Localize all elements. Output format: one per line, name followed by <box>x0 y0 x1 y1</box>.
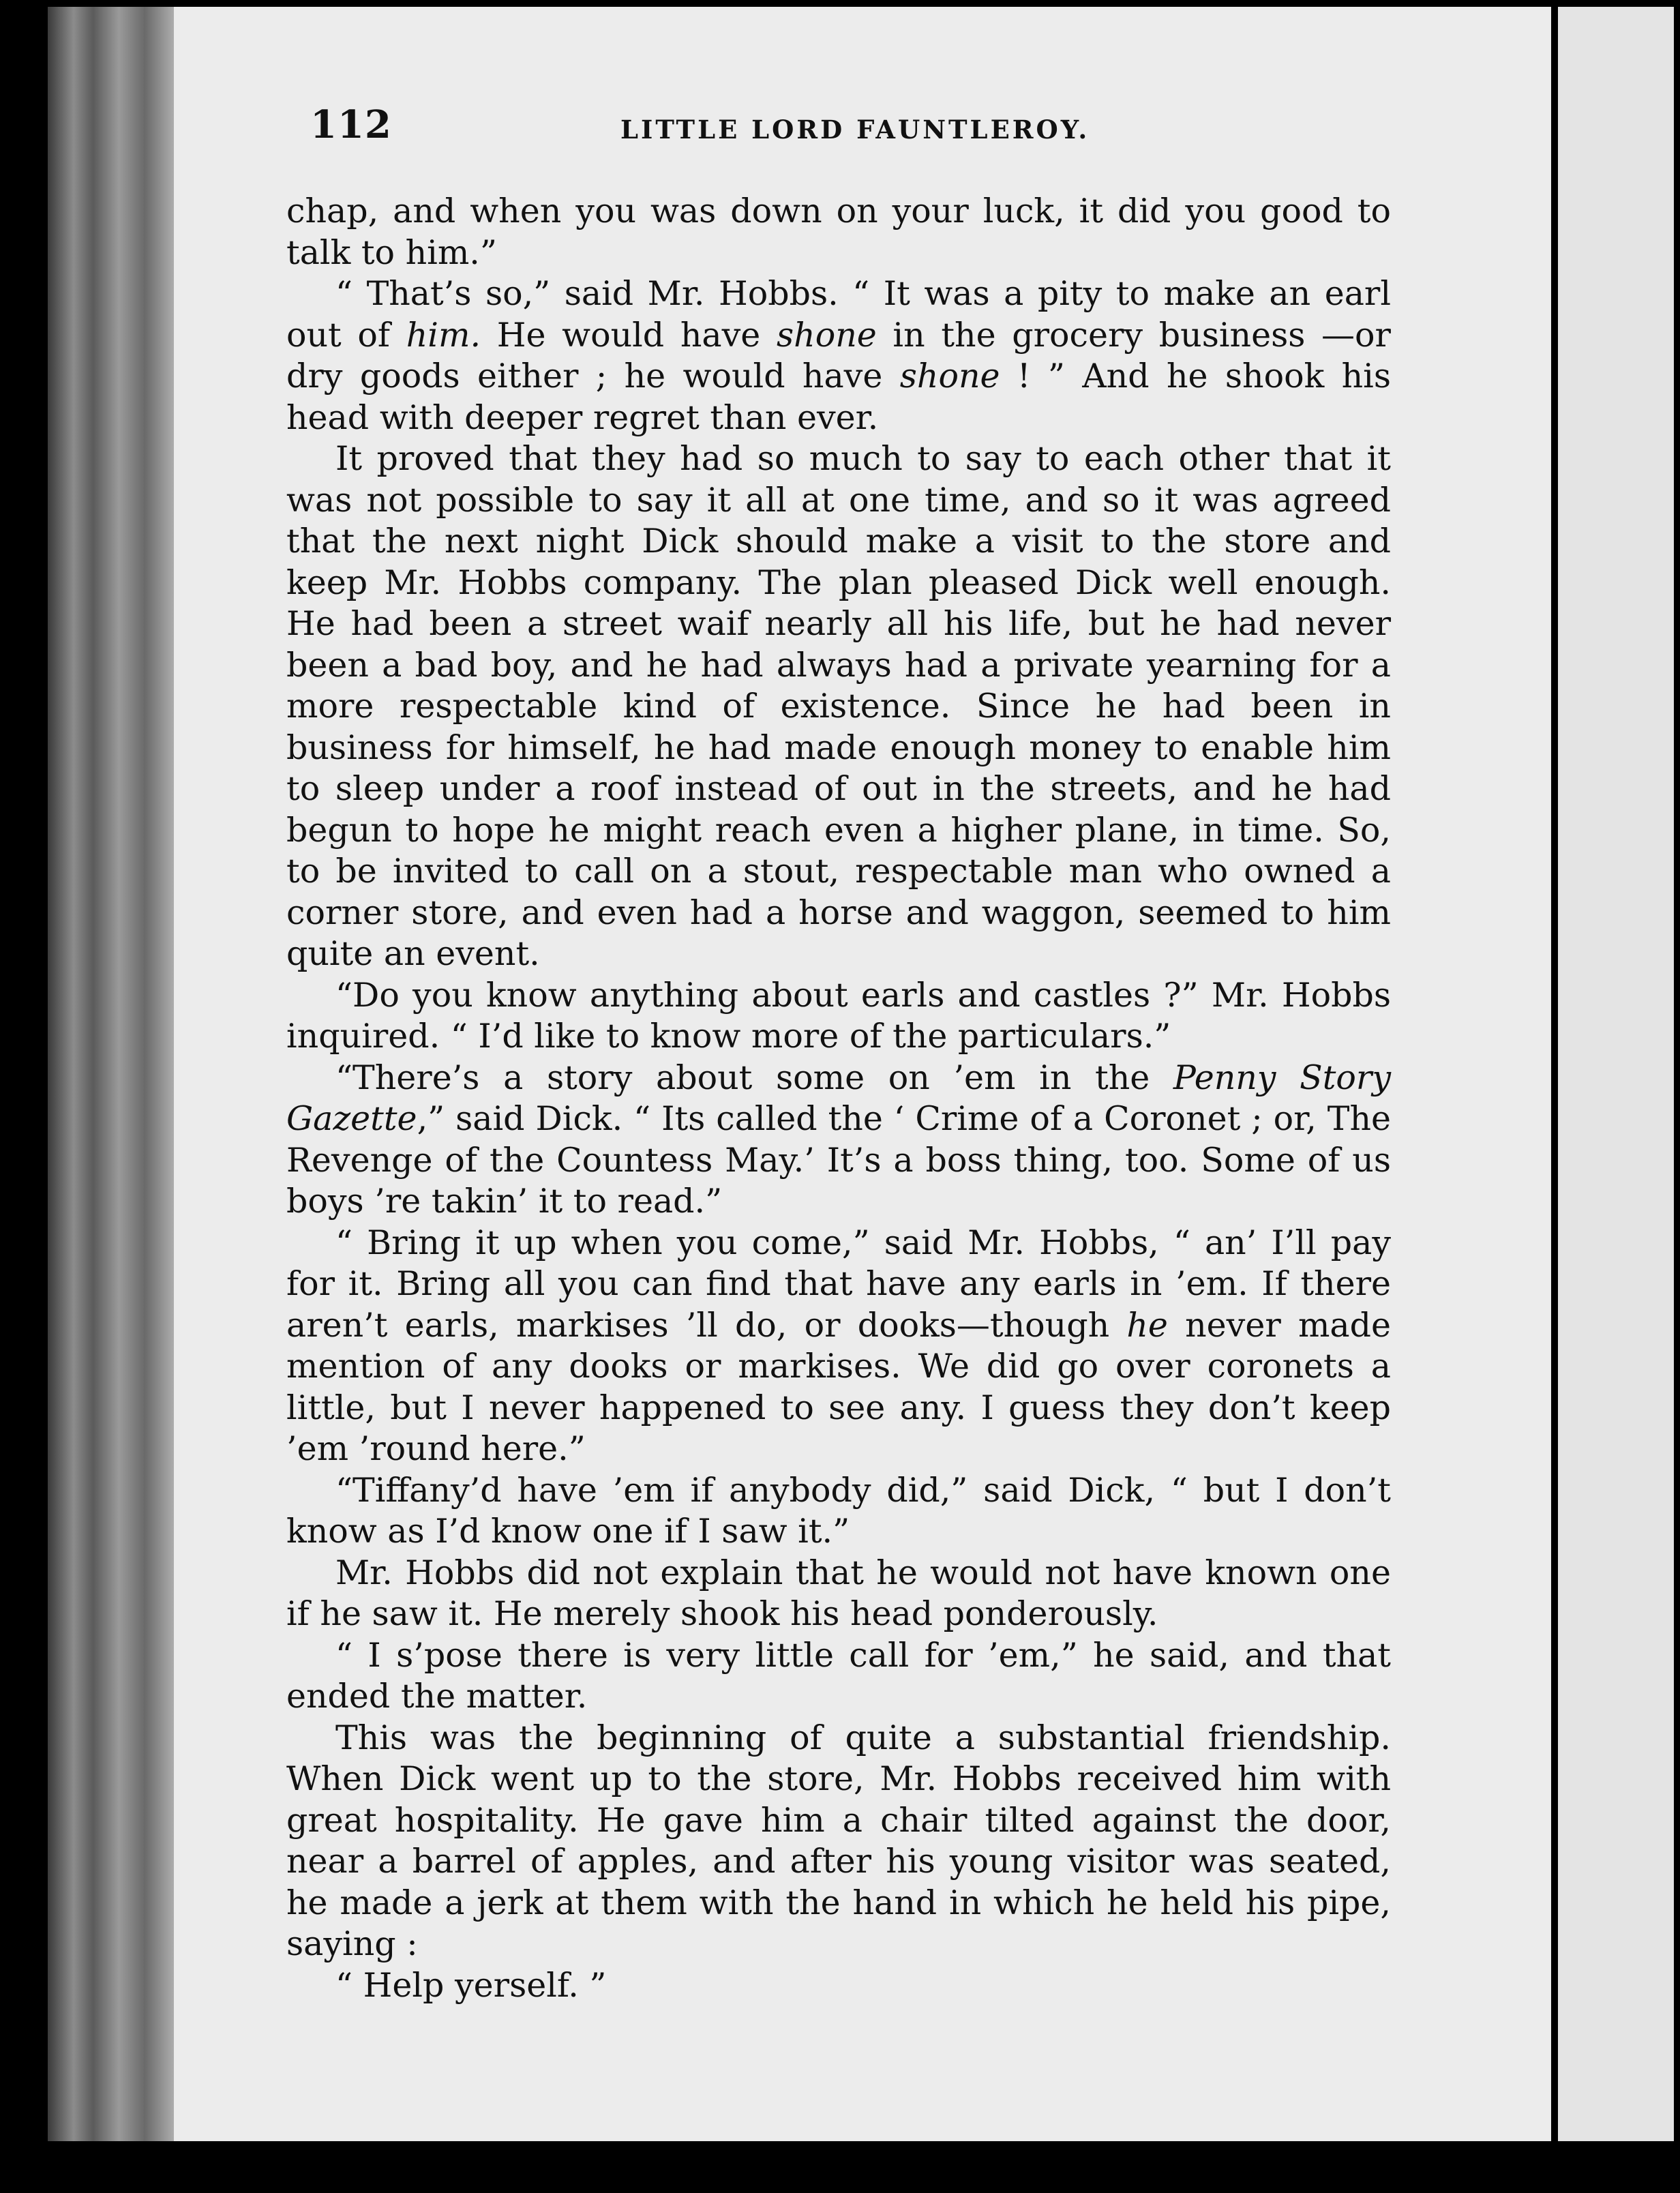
paragraph-text: Mr. Hobbs did not explain that he would not have known one if he saw it. He merely shook his head ponderously. <box>286 1553 1391 1633</box>
paragraph <box>286 1470 1391 1553</box>
paragraph-text: “ Bring it up when you come,” said Mr. Hobbs, “ an’ I’ll pay for it. Bring all you can find that have any earls in ’em. If there aren’t earls, markises ’ll do, or dooks—though <box>286 1223 1391 1345</box>
body-text <box>286 191 1391 2006</box>
paragraph-text: It proved that they had so much to say to each other that it was not possible to say it all at one time, and so it was agreed that the next night Dick should make a visit to the store and keep Mr. Hobbs company. The plan pleased Dick well enough. He had been a street waif nearly all his life, but he had never been a bad boy, and he had always had a private yearning for a more respectable kind of existence. Since he had been in business for himself, he had made enough money to enable him to sleep under a roof instead of out in the streets, and he had begun to hope he might reach even a higher plane, in time. So, to be invited to call on a stout, respectable man who owned a corner store, and even had a horse and waggon, seemed to him quite an event. <box>286 439 1391 973</box>
paragraph-text: “ Help yerself. ” <box>335 1965 607 2005</box>
italic-text: Penny Story Gazette <box>286 1058 1391 1138</box>
facing-page-strip <box>1558 7 1674 2141</box>
paragraph-text: “ I s’pose there is very little call for ’em,” he said, and that ended the matter. <box>286 1635 1391 1716</box>
book-page-edge <box>48 7 177 2141</box>
paragraph-text: “Tiffany’d have ’em if anybody did,” said Dick, “ but I don’t know as I’d know one if I saw it.” <box>286 1470 1391 1551</box>
page-header <box>310 102 1374 150</box>
paragraph-text: “There’s a story about some on ’em in the <box>335 1058 1173 1097</box>
italic-text: him. <box>406 315 481 355</box>
paragraph-text: He would have <box>481 315 777 355</box>
paragraph-text: “Do you know anything about earls and castles ?” Mr. Hobbs inquired. “ I’d like to know more of the particulars.” <box>286 975 1391 1056</box>
paragraph-text: ! ” And he shook his head with deeper regret than ever. <box>286 357 1392 437</box>
paragraph <box>286 1635 1391 1718</box>
paragraph-text: “ That’s so,” said Mr. Hobbs. “ It was a pity to make an earl out of <box>286 274 1391 355</box>
paragraph-text: ,” said Dick. “ Its called the ‘ Crime of a Coronet ; or, The Revenge of the Countess May.’ It’s a boss thing, too. Some of us boys ’re takin’ it to read.” <box>286 1099 1391 1221</box>
paragraph <box>286 273 1391 438</box>
running-title: LITTLE LORD FAUNTLEROY. <box>620 115 1090 145</box>
paragraph-text: This was the beginning of quite a substantial friendship. When Dick went up to the store, Mr. Hobbs received him with great hospitality. He gave him a chair tilted against the door, near a barrel of apples, and after his young visitor was seated, he made a jerk at them with the hand in which he held his pipe, saying : <box>286 1718 1391 1963</box>
paragraph <box>286 1058 1391 1223</box>
page-number: 112 <box>310 102 392 147</box>
paragraph <box>286 975 1391 1058</box>
italic-text: he <box>1126 1305 1168 1345</box>
paragraph-text: never made mention of any dooks or markises. We did go over coronets a little, but I never happened to see any. I guess they don’t keep ’em ’round here.” <box>286 1305 1391 1468</box>
paragraph <box>286 1553 1391 1635</box>
italic-text: shone <box>776 315 877 355</box>
paragraph <box>286 1718 1391 1965</box>
paragraph <box>286 1965 1391 2007</box>
paragraph <box>286 191 1391 273</box>
paragraph <box>286 1223 1391 1470</box>
paragraph-text: in the grocery business —or dry goods either ; he would have <box>286 315 1391 396</box>
paragraph-text: chap, and when you was down on your luck, it did you good to talk to him.” <box>286 192 1391 272</box>
italic-text: shone <box>899 357 1000 396</box>
paragraph <box>286 438 1391 975</box>
